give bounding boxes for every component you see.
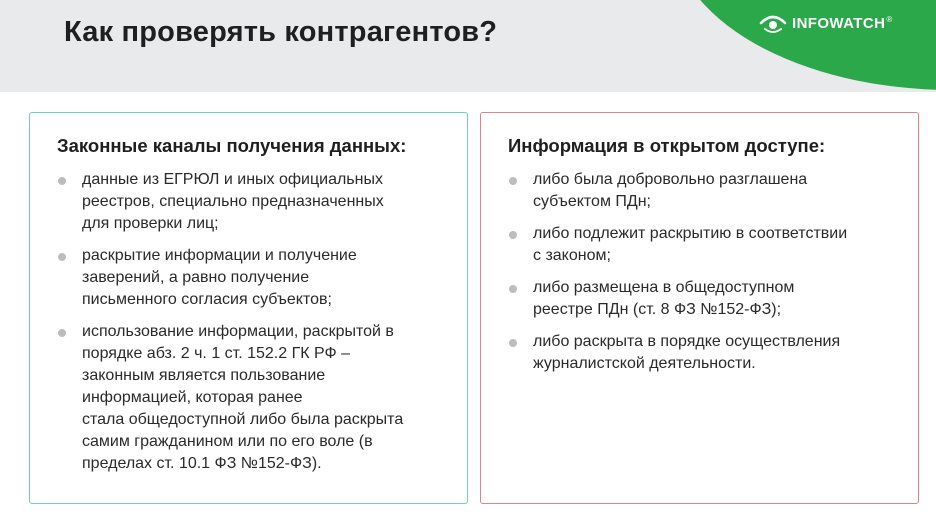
list-item: [508, 223, 904, 267]
list-item-text-line: журналистской деятельности.: [533, 355, 756, 372]
legal-channels-card: [29, 112, 468, 504]
list-item: [508, 331, 904, 375]
list-item-text-line: либо подлежит раскрытию в соответствии: [533, 225, 848, 242]
list-item-text-line: самим гражданином или по его воле (в: [82, 433, 373, 450]
bullet-icon: [509, 285, 517, 293]
public-info-list: [508, 169, 904, 385]
legal-channels-heading: Законные каналы получения данных:: [57, 135, 407, 156]
brand-name: INFOWATCH: [792, 14, 886, 32]
list-item-text-line: реестров, специально предназначенных: [82, 193, 384, 210]
slide-header: [0, 0, 936, 92]
bullet-icon: [58, 253, 66, 261]
list-item-text-line: заверений, а равно получение: [82, 269, 310, 286]
bullet-icon: [509, 177, 517, 185]
bullet-icon: [509, 231, 517, 239]
list-item-text-line: с законом;: [533, 247, 611, 264]
list-item-text-line: субъектом ПДн;: [533, 193, 651, 210]
eye-icon: [758, 11, 788, 35]
registered-mark: ®: [886, 14, 893, 24]
list-item-text-line: либо была добровольно разглашена: [533, 171, 808, 188]
list-item-text-line: порядке абз. 2 ч. 1 ст. 152.2 ГК РФ –: [82, 345, 351, 362]
list-item: [57, 245, 453, 311]
list-item: [508, 169, 904, 213]
infowatch-logo: [758, 8, 892, 38]
bullet-icon: [58, 329, 66, 337]
list-item-text-line: либо раскрыта в порядке осуществления: [533, 333, 841, 350]
list-item-text-line: использование информации, раскрытой в: [82, 323, 394, 340]
list-item: [57, 169, 453, 235]
list-item-text-line: информацией, которая ранее: [82, 389, 303, 406]
list-item-text-line: либо размещена в общедоступном: [533, 279, 795, 296]
legal-channels-list: [57, 169, 453, 485]
list-item-text-line: законным является пользование: [82, 367, 326, 384]
list-item-text-line: пределах ст. 10.1 ФЗ №152-ФЗ).: [82, 455, 322, 472]
list-item-text-line: данные из ЕГРЮЛ и иных официальных: [82, 171, 383, 188]
slide-title: Как проверять контрагентов?: [64, 16, 498, 48]
list-item-text-line: раскрытие информации и получение: [82, 247, 357, 264]
list-item-text-line: стала общедоступной либо была раскрыта: [82, 411, 404, 428]
list-item: [57, 321, 453, 475]
bullet-icon: [58, 177, 66, 185]
list-item-text-line: письменного согласия субъектов;: [82, 291, 332, 308]
list-item: [508, 277, 904, 321]
list-item-text-line: для проверки лиц;: [82, 215, 219, 232]
list-item-text-line: реестре ПДн (ст. 8 ФЗ №152-ФЗ);: [533, 301, 782, 318]
bullet-icon: [509, 339, 517, 347]
public-info-heading: Информация в открытом доступе:: [508, 135, 826, 156]
public-info-card: [480, 112, 919, 504]
